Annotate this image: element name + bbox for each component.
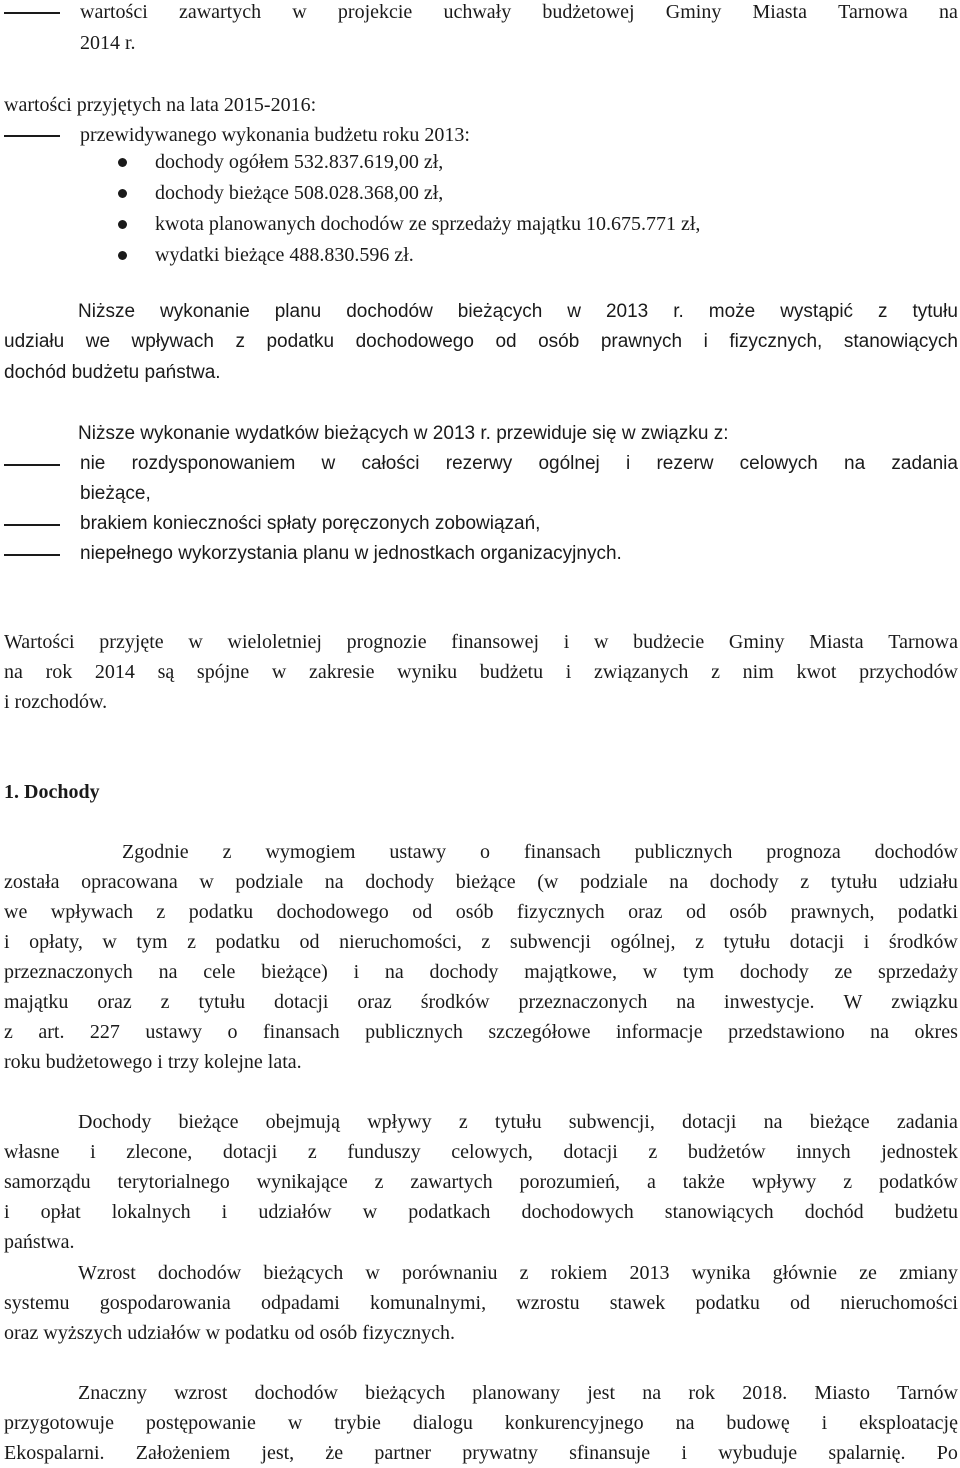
- text-line: przygotowuje postępowanie w trybie dialogu konkurencyjnego na budowę i eksploatację: [4, 1412, 958, 1434]
- text-line: brakiem konieczności spłaty poręczonych zobowiązań,: [80, 513, 541, 534]
- dash-bullet-icon: [4, 554, 60, 556]
- text-line: z art. 227 ustawy o finansach publicznych szczegółowe informacje przedstawiono na okres: [4, 1021, 958, 1043]
- text-line: kwota planowanych dochodów ze sprzedaży majątku 10.675.771 zł,: [155, 213, 701, 235]
- text-line: majątku oraz z tytułu dotacji oraz środków przeznaczonych na inwestycje. W związku: [4, 991, 958, 1013]
- text-line: Niższe wykonanie wydatków bieżących w 2013 r. przewiduje się w związku z:: [78, 423, 729, 444]
- dash-bullet-icon: [4, 135, 60, 137]
- text-line: własne i zlecone, dotacji z funduszy celowych, dotacji z budżetów innych jednostek: [4, 1141, 958, 1163]
- text-line: na rok 2014 są spójne w zakresie wyniku budżetu i związanych z nim kwot przychodów: [4, 661, 958, 683]
- text-line: państwa.: [4, 1231, 75, 1253]
- dash-bullet-icon: [4, 464, 60, 466]
- text-line: Ekospalarni. Założeniem jest, że partner prywatny sfinansuje i wybuduje spalarnię. Po: [4, 1442, 958, 1464]
- text-line: nie rozdysponowaniem w całości rezerwy ogólnej i rezerw celowych na zadania: [80, 453, 958, 474]
- text-line: Dochody bieżące obejmują wpływy z tytułu subwencji, dotacji na bieżące zadania: [78, 1111, 958, 1133]
- text-line: została opracowana w podziale na dochody bieżące (w podziale na dochody z tytułu udziału: [4, 871, 958, 893]
- section-heading: 1. Dochody: [4, 781, 100, 803]
- text-line: Wartości przyjęte w wieloletniej prognozie finansowej i w budżecie Gminy Miasta Tarnowa: [4, 631, 958, 653]
- bullet-icon: [118, 189, 127, 198]
- text-line: wartości zawartych w projekcie uchwały budżetowej Gminy Miasta Tarnowa na: [80, 1, 958, 23]
- text-line: wydatki bieżące 488.830.596 zł.: [155, 244, 414, 266]
- text-line: 2014 r.: [80, 32, 136, 54]
- bullet-icon: [118, 251, 127, 260]
- text-line: dochód budżetu państwa.: [4, 362, 221, 383]
- text-line: Zgodnie z wymogiem ustawy o finansach publicznych prognoza dochodów: [122, 841, 958, 863]
- bullet-icon: [118, 158, 127, 167]
- text-line: systemu gospodarowania odpadami komunalnymi, wzrostu stawek podatku od nieruchomości: [4, 1292, 958, 1314]
- bullet-icon: [118, 220, 127, 229]
- dash-bullet-icon: [4, 12, 60, 14]
- text-line: i opłat lokalnych i udziałów w podatkach dochodowych stanowiących dochód budżetu: [4, 1201, 958, 1223]
- text-line: Niższe wykonanie planu dochodów bieżących w 2013 r. może wystąpić z tytułu: [78, 301, 958, 322]
- text-line: udziału we wpływach z podatku dochodowego od osób prawnych i fizycznych, stanowiących: [4, 331, 958, 352]
- text-line: dochody bieżące 508.028.368,00 zł,: [155, 182, 444, 204]
- text-line: dochody ogółem 532.837.619,00 zł,: [155, 151, 444, 173]
- text-line: przeznaczonych na cele bieżące) i na dochody majątkowe, w tym dochody ze sprzedaży: [4, 961, 958, 983]
- text-line: Znaczny wzrost dochodów bieżących planowany jest na rok 2018. Miasto Tarnów: [78, 1382, 958, 1404]
- text-line: i rozchodów.: [4, 691, 108, 713]
- text-line: przewidywanego wykonania budżetu roku 2013:: [80, 124, 470, 146]
- text-line: wartości przyjętych na lata 2015-2016:: [4, 94, 317, 116]
- text-line: we wpływach z podatku dochodowego od osób fizycznych oraz od osób prawnych, podatki: [4, 901, 958, 923]
- text-line: i opłaty, w tym z podatku od nieruchomości, z subwencji ogólnej, z tytułu dotacji i środków: [4, 931, 958, 953]
- text-line: bieżące,: [80, 483, 151, 504]
- text-line: Wzrost dochodów bieżących w porównaniu z rokiem 2013 wynika głównie ze zmiany: [78, 1262, 958, 1284]
- text-line: roku budżetowego i trzy kolejne lata.: [4, 1051, 302, 1073]
- text-line: samorządu terytorialnego wynikające z zawartych porozumień, a także wpływy z podatków: [4, 1171, 958, 1193]
- dash-bullet-icon: [4, 524, 60, 526]
- text-line: niepełnego wykorzystania planu w jednostkach organizacyjnych.: [80, 543, 622, 564]
- text-line: oraz wyższych udziałów w podatku od osób fizycznych.: [4, 1322, 455, 1344]
